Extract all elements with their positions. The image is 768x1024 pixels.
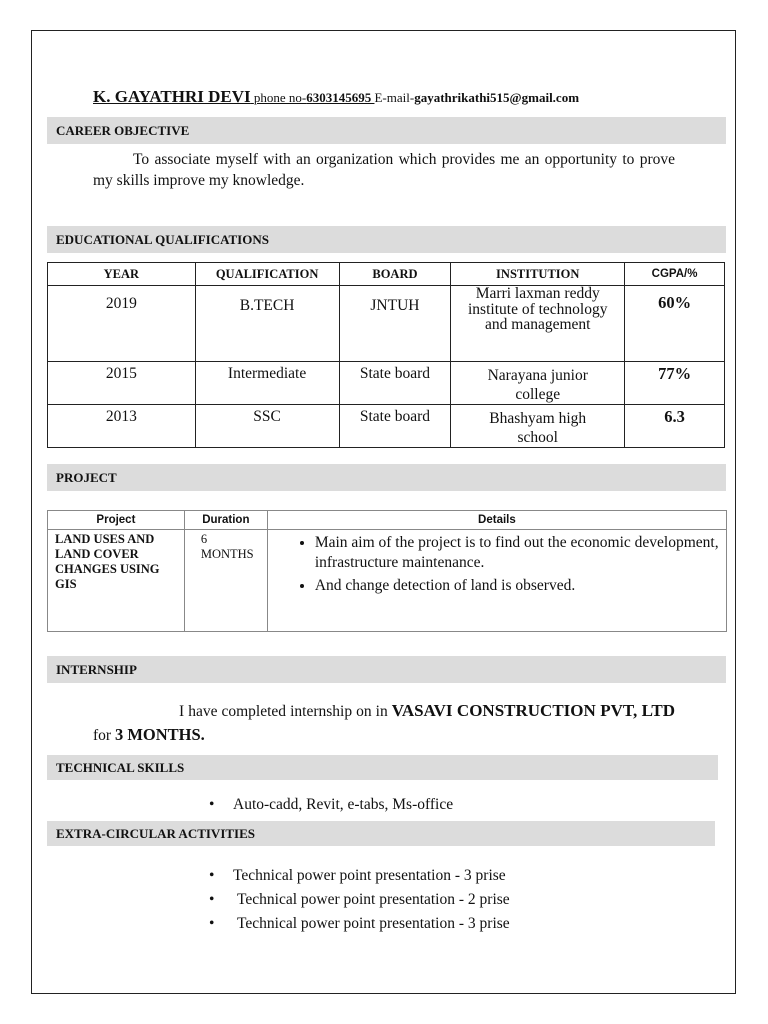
project-details-list — [269, 533, 725, 596]
edu-qualification: SSC — [195, 405, 339, 448]
edu-board: State board — [339, 405, 451, 448]
internship-text: I have completed internship on in VASAVI CONSTRUCTION PVT, LTD for 3 MONTHS. — [93, 701, 675, 744]
section-education: EDUCATIONAL QUALIFICATIONS — [47, 226, 726, 253]
table-row — [48, 286, 725, 362]
section-career-objective: CAREER OBJECTIVE — [47, 117, 726, 144]
list-item: • Technical power point presentation - 3 prise — [209, 912, 510, 936]
edu-year: 2015 — [48, 362, 196, 405]
edu-institution: Marri laxman reddy institute of technology and management — [451, 286, 625, 362]
section-extra-curricular: EXTRA-CIRCULAR ACTIVITIES — [47, 821, 715, 846]
list-item: • Technical power point presentation - 2 prise — [209, 888, 510, 912]
edu-institution: Bhashyam high school — [451, 405, 625, 448]
resume-header — [93, 87, 579, 107]
edu-qualification: Intermediate — [195, 362, 339, 405]
section-internship: INTERNSHIP — [47, 656, 726, 683]
email-address: gayathrikathi515@gmail.com — [414, 90, 580, 105]
col-header-project: Project — [48, 511, 185, 530]
candidate-name: K. GAYATHRI DEVI — [93, 87, 251, 106]
phone-label: phone no- — [253, 90, 307, 105]
edu-year: 2019 — [48, 286, 196, 362]
list-item: • And change detection of land is observed. — [315, 576, 725, 596]
extra-curricular-list — [209, 864, 510, 936]
edu-year: 2013 — [48, 405, 196, 448]
col-header-institution: INSTITUTION — [451, 263, 625, 286]
table-row — [48, 405, 725, 448]
list-item: • Main aim of the project is to find out the economic development, infrastructure maintenance. — [315, 533, 725, 573]
technical-skills-list — [209, 795, 453, 815]
list-item: • Technical power point presentation - 3 prise — [209, 864, 510, 888]
project-duration: 6 MONTHS — [184, 530, 267, 632]
table-row — [48, 530, 727, 632]
project-table — [47, 510, 727, 632]
education-table — [47, 262, 725, 448]
project-header-row — [48, 511, 727, 530]
edu-board: State board — [339, 362, 451, 405]
edu-qualification: B.TECH — [195, 286, 339, 362]
edu-score: 60% — [625, 286, 725, 362]
email-label: E-mail- — [374, 90, 415, 105]
internship-duration: 3 MONTHS. — [114, 725, 205, 744]
col-header-year: YEAR — [48, 263, 196, 286]
edu-score: 6.3 — [625, 405, 725, 448]
career-objective-text: To associate myself with an organization which provides me an opportunity to prove my skills improve my knowledge. — [93, 151, 675, 189]
edu-institution: Narayana junior college — [451, 362, 625, 405]
project-details — [267, 530, 726, 632]
project-name: LAND USES AND LAND COVER CHANGES USING GIS — [48, 530, 185, 632]
edu-board: JNTUH — [339, 286, 451, 362]
phone-number: 6303145695 — [306, 90, 375, 105]
section-project: PROJECT — [47, 464, 726, 491]
edu-score: 77% — [625, 362, 725, 405]
col-header-cgpa: CGPA/% — [625, 263, 725, 286]
col-header-details: Details — [267, 511, 726, 530]
table-row — [48, 362, 725, 405]
section-technical-skills: TECHNICAL SKILLS — [47, 755, 718, 780]
internship-company: VASAVI CONSTRUCTION PVT, LTD — [391, 701, 675, 720]
col-header-duration: Duration — [184, 511, 267, 530]
list-item: • Auto-cadd, Revit, e-tabs, Ms-office — [209, 795, 453, 815]
education-header-row — [48, 263, 725, 286]
col-header-board: BOARD — [339, 263, 451, 286]
col-header-qualification: QUALIFICATION — [195, 263, 339, 286]
